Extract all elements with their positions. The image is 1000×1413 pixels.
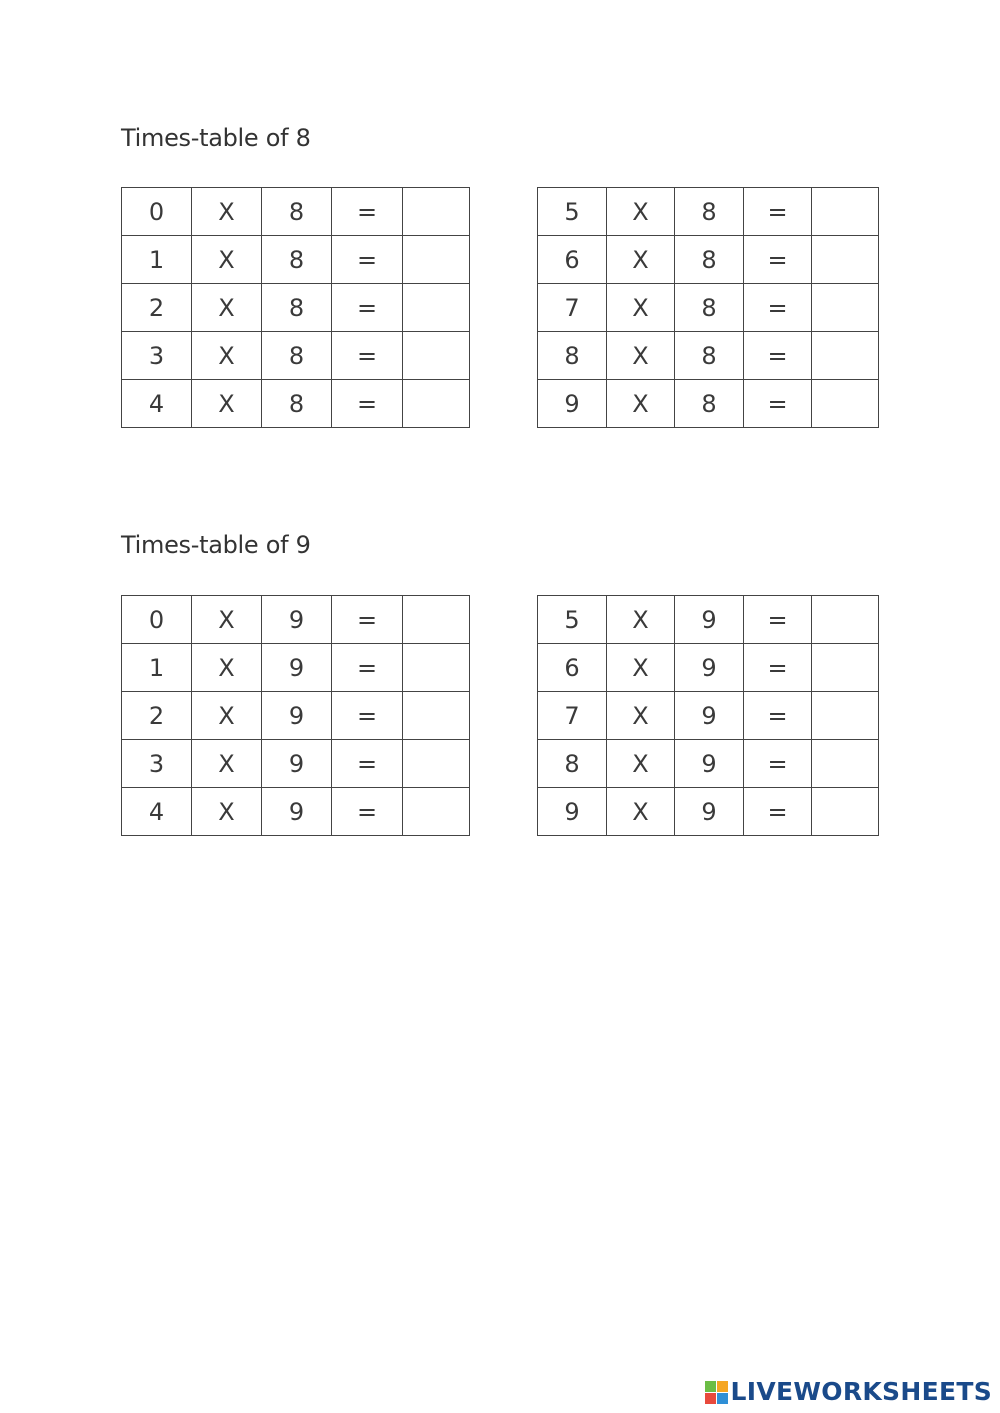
answer-box[interactable] xyxy=(403,740,470,788)
answer-box[interactable] xyxy=(403,788,470,836)
multiplier-cell: 5 xyxy=(538,188,607,236)
multiplicand-cell: 8 xyxy=(675,188,744,236)
multiplicand-cell: 9 xyxy=(262,740,332,788)
times-sign-cell: X xyxy=(192,596,262,644)
multiplier-cell: 2 xyxy=(122,284,192,332)
times-sign-cell: X xyxy=(607,788,675,836)
equals-sign-cell: = xyxy=(332,644,403,692)
multiplicand-cell: 8 xyxy=(675,284,744,332)
liveworksheets-blocks-icon xyxy=(705,1381,728,1404)
table-row xyxy=(538,188,879,236)
multiplier-cell: 7 xyxy=(538,692,607,740)
multiplier-cell: 0 xyxy=(122,188,192,236)
answer-box[interactable] xyxy=(403,692,470,740)
times-sign-cell: X xyxy=(192,284,262,332)
multiplicand-cell: 8 xyxy=(675,332,744,380)
equals-sign-cell: = xyxy=(332,692,403,740)
times-sign-cell: X xyxy=(192,740,262,788)
multiplicand-cell: 8 xyxy=(262,236,332,284)
equals-sign-cell: = xyxy=(332,188,403,236)
equals-sign-cell: = xyxy=(744,788,812,836)
multiplicand-cell: 8 xyxy=(675,380,744,428)
table-row xyxy=(538,380,879,428)
equals-sign-cell: = xyxy=(744,692,812,740)
multiplier-cell: 9 xyxy=(538,788,607,836)
times-sign-cell: X xyxy=(607,692,675,740)
equals-sign-cell: = xyxy=(744,236,812,284)
equals-sign-cell: = xyxy=(744,332,812,380)
answer-box[interactable] xyxy=(403,284,470,332)
multiplicand-cell: 9 xyxy=(675,596,744,644)
equals-sign-cell: = xyxy=(332,284,403,332)
equals-sign-cell: = xyxy=(744,644,812,692)
times-sign-cell: X xyxy=(607,596,675,644)
times-sign-cell: X xyxy=(192,788,262,836)
equals-sign-cell: = xyxy=(332,332,403,380)
multiplier-cell: 6 xyxy=(538,644,607,692)
equals-sign-cell: = xyxy=(744,596,812,644)
logo-block-2 xyxy=(717,1381,728,1392)
multiplicand-cell: 8 xyxy=(675,236,744,284)
equals-sign-cell: = xyxy=(744,740,812,788)
table-row xyxy=(122,644,470,692)
multiplicand-cell: 9 xyxy=(262,692,332,740)
multiplier-cell: 9 xyxy=(538,380,607,428)
multiplicand-cell: 9 xyxy=(262,788,332,836)
equals-sign-cell: = xyxy=(744,380,812,428)
logo-block-1 xyxy=(705,1381,716,1392)
table-row xyxy=(122,236,470,284)
logo-text: LIVEWORKSHEETS xyxy=(730,1377,992,1406)
table-row xyxy=(538,740,879,788)
table-row xyxy=(122,692,470,740)
times-sign-cell: X xyxy=(192,236,262,284)
answer-box[interactable] xyxy=(812,236,879,284)
multiplicand-cell: 8 xyxy=(262,284,332,332)
times-sign-cell: X xyxy=(192,692,262,740)
equals-sign-cell: = xyxy=(332,596,403,644)
times-table-9-right xyxy=(537,595,879,836)
answer-box[interactable] xyxy=(403,188,470,236)
answer-box[interactable] xyxy=(812,644,879,692)
table-row xyxy=(122,332,470,380)
table-row xyxy=(538,788,879,836)
times-table-9-left xyxy=(121,595,470,836)
times-sign-cell: X xyxy=(607,188,675,236)
answer-box[interactable] xyxy=(812,188,879,236)
equals-sign-cell: = xyxy=(744,284,812,332)
answer-box[interactable] xyxy=(403,236,470,284)
multiplier-cell: 7 xyxy=(538,284,607,332)
multiplicand-cell: 9 xyxy=(675,692,744,740)
table-row xyxy=(122,596,470,644)
table-row xyxy=(538,236,879,284)
logo-block-4 xyxy=(717,1393,728,1404)
multiplicand-cell: 9 xyxy=(675,788,744,836)
answer-box[interactable] xyxy=(403,596,470,644)
multiplier-cell: 0 xyxy=(122,596,192,644)
table-row xyxy=(538,332,879,380)
multiplier-cell: 1 xyxy=(122,644,192,692)
table-row xyxy=(122,740,470,788)
answer-box[interactable] xyxy=(812,596,879,644)
times-sign-cell: X xyxy=(192,380,262,428)
answer-box[interactable] xyxy=(812,788,879,836)
equals-sign-cell: = xyxy=(744,188,812,236)
table-row xyxy=(122,788,470,836)
table-row xyxy=(122,188,470,236)
multiplier-cell: 3 xyxy=(122,332,192,380)
table-row xyxy=(122,380,470,428)
multiplier-cell: 8 xyxy=(538,740,607,788)
equals-sign-cell: = xyxy=(332,740,403,788)
answer-box[interactable] xyxy=(812,380,879,428)
multiplicand-cell: 9 xyxy=(675,644,744,692)
answer-box[interactable] xyxy=(812,332,879,380)
times-sign-cell: X xyxy=(607,740,675,788)
equals-sign-cell: = xyxy=(332,380,403,428)
times-sign-cell: X xyxy=(192,644,262,692)
table-row xyxy=(538,284,879,332)
liveworksheets-logo xyxy=(705,1377,992,1407)
answer-box[interactable] xyxy=(812,692,879,740)
section-heading-8: Times-table of 8 xyxy=(121,124,311,152)
table-row xyxy=(538,644,879,692)
times-sign-cell: X xyxy=(607,332,675,380)
section-heading-9: Times-table of 9 xyxy=(121,531,311,559)
multiplier-cell: 4 xyxy=(122,788,192,836)
multiplier-cell: 6 xyxy=(538,236,607,284)
times-table-8-right xyxy=(537,187,879,428)
answer-box[interactable] xyxy=(403,380,470,428)
times-sign-cell: X xyxy=(607,380,675,428)
answer-box[interactable] xyxy=(812,740,879,788)
equals-sign-cell: = xyxy=(332,236,403,284)
multiplicand-cell: 8 xyxy=(262,380,332,428)
table-row xyxy=(538,596,879,644)
table-row xyxy=(122,284,470,332)
answer-box[interactable] xyxy=(812,284,879,332)
multiplier-cell: 1 xyxy=(122,236,192,284)
answer-box[interactable] xyxy=(403,644,470,692)
multiplier-cell: 4 xyxy=(122,380,192,428)
answer-box[interactable] xyxy=(403,332,470,380)
table-row xyxy=(538,692,879,740)
times-table-8-left xyxy=(121,187,470,428)
multiplier-cell: 3 xyxy=(122,740,192,788)
multiplicand-cell: 8 xyxy=(262,332,332,380)
multiplier-cell: 8 xyxy=(538,332,607,380)
times-sign-cell: X xyxy=(607,284,675,332)
times-sign-cell: X xyxy=(607,236,675,284)
multiplicand-cell: 9 xyxy=(262,596,332,644)
logo-block-3 xyxy=(705,1393,716,1404)
times-sign-cell: X xyxy=(192,332,262,380)
times-sign-cell: X xyxy=(192,188,262,236)
multiplier-cell: 2 xyxy=(122,692,192,740)
multiplier-cell: 5 xyxy=(538,596,607,644)
multiplicand-cell: 9 xyxy=(262,644,332,692)
multiplicand-cell: 8 xyxy=(262,188,332,236)
multiplicand-cell: 9 xyxy=(675,740,744,788)
equals-sign-cell: = xyxy=(332,788,403,836)
times-sign-cell: X xyxy=(607,644,675,692)
